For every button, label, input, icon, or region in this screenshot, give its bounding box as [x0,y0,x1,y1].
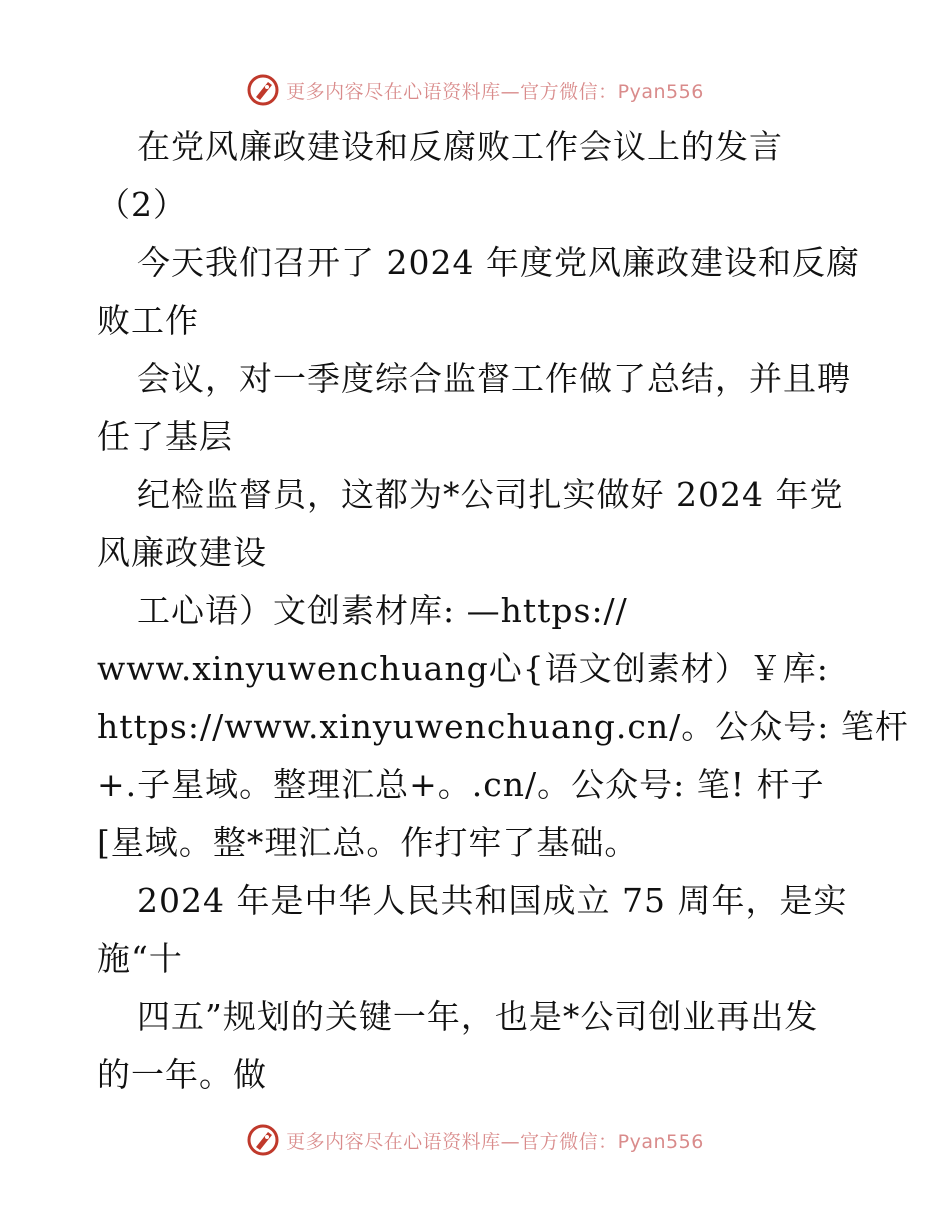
paragraph-line: 任了基层 [97,417,233,456]
watermark-text: 更多内容尽在心语资料库—官方微信：Pyan556 [286,80,704,103]
paragraph-line: 今天我们召开了 2024 年度党风廉政建设和反腐 [137,243,860,282]
paragraph-line: 败工作 [97,301,199,340]
paragraph-line: [星域。整*理汇总。作打牢了基础。 [97,823,639,862]
paragraph-line: 纪检监督员，这都为*公司扎实做好 2024 年党 [137,475,844,514]
paragraph-line: 施“十 [97,939,183,978]
paragraph-line: 2024 年是中华人民共和国成立 75 周年，是实 [137,881,848,920]
pen-nib-logo-icon [246,1123,280,1157]
paragraph-line: 会议，对一季度综合监督工作做了总结，并且聘 [137,359,851,398]
paragraph-line: 的一年。做 [97,1055,267,1094]
document-body [97,118,909,1104]
doc-title-line-cont: （2） [97,185,187,224]
footer-watermark [0,1120,950,1160]
paragraph-line: 四五”规划的关键一年，也是*公司创业再出发 [137,997,819,1036]
pen-nib-logo-icon [246,73,280,107]
header-watermark [0,70,950,110]
paragraph-line: https://www.xinyuwenchuang.cn/。公众号: 笔杆 [97,707,909,746]
paragraph-line: +.子星域。整理汇总+。.cn/。公众号: 笔! 杆子 [97,765,825,804]
watermark-text: 更多内容尽在心语资料库—官方微信：Pyan556 [286,1130,704,1153]
paragraph-line: www.xinyuwenchuang心{语文创素材）￥库: [97,649,829,688]
paragraph-line: 工心语）文创素材库: —https:// [137,591,628,630]
doc-title-line: 在党风廉政建设和反腐败工作会议上的发言 [137,127,783,166]
paragraph-line: 风廉政建设 [97,533,267,572]
